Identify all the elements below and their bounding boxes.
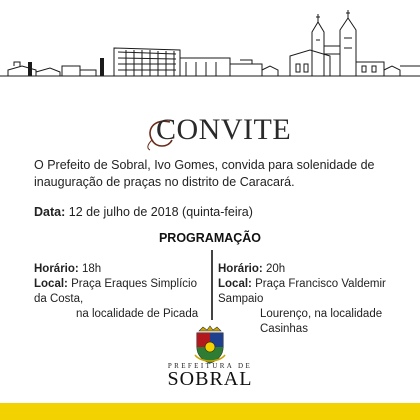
time-label: Horário: — [34, 263, 79, 275]
time-value: 20h — [265, 263, 286, 275]
event-time — [34, 262, 204, 277]
date-label: Data: — [34, 205, 66, 219]
location-line-1: Praça Francisco Valdemir Sampaio — [218, 278, 386, 305]
location-line-2: Lourenço, na localidade Casinhas — [260, 308, 383, 335]
event-location — [34, 277, 204, 322]
time-label: Horário: — [218, 263, 263, 275]
event-time — [218, 262, 393, 277]
event-location — [218, 277, 393, 337]
event-date — [34, 205, 253, 219]
city-skyline-illustration — [0, 0, 420, 92]
event-item-left — [34, 262, 204, 322]
city-crest-icon — [191, 325, 229, 365]
page-title: CONVITE — [156, 113, 292, 146]
location-line-2: na localidade de Picada — [76, 308, 199, 320]
event-item-right — [218, 262, 393, 337]
bottom-accent-bar — [0, 403, 420, 420]
location-line-1: Praça Eraques Simplício da Costa, — [34, 278, 197, 305]
title-area — [0, 110, 420, 150]
program-heading: PROGRAMAÇÃO — [158, 231, 262, 245]
time-value: 18h — [81, 263, 102, 275]
column-divider — [211, 250, 213, 320]
date-value: 12 de julho de 2018 (quinta-feira) — [68, 205, 253, 219]
location-label: Local: — [34, 278, 68, 290]
location-label: Local: — [218, 278, 252, 290]
city-logo-text: SOBRAL — [167, 368, 253, 390]
prefecture-label: PREFEITURA DE — [167, 362, 253, 370]
invitation-text: O Prefeito de Sobral, Ivo Gomes, convida para solenidade de inauguração de praças no distrito de Caracará. — [34, 158, 375, 189]
